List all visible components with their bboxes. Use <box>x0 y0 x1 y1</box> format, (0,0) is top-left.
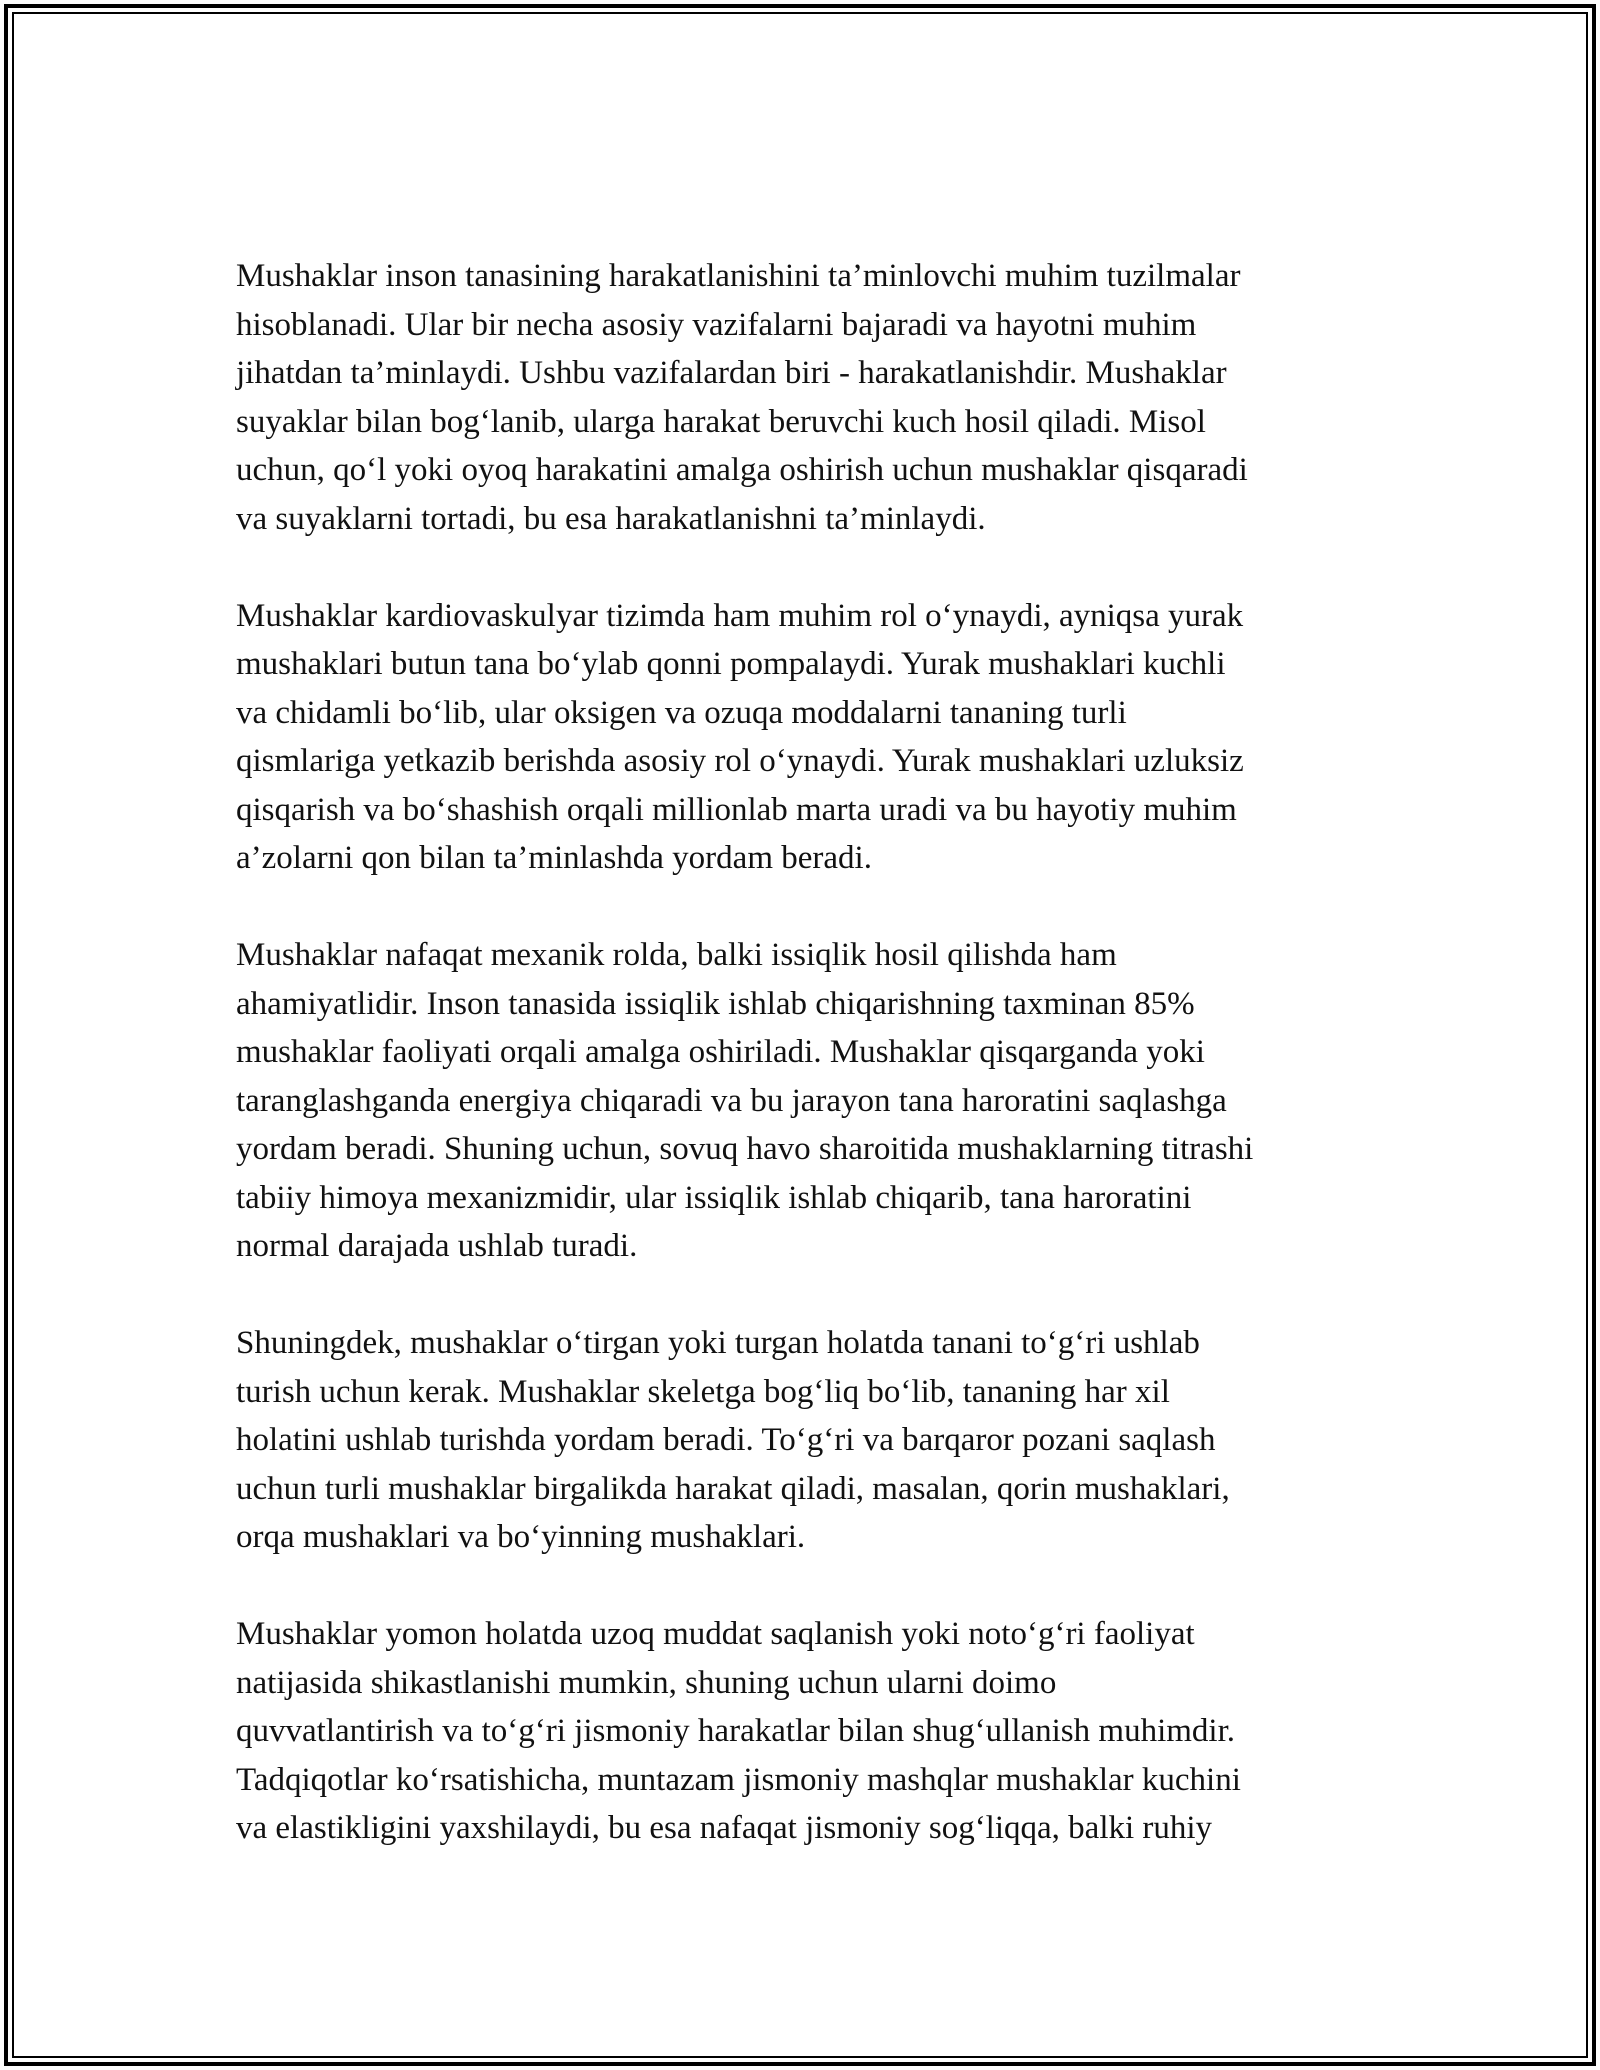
paragraph-line: Mushaklar kardiovaskulyar tizimda ham muhim rol o‘ynaydi, ayniqsa yurak <box>236 597 1244 634</box>
paragraph-line: natijasida shikastlanishi mumkin, shuning uchun ularni doimo <box>236 1664 1057 1701</box>
paragraph-line: Mushaklar inson tanasining harakatlanishini ta’minlovchi muhim tuzilmalar <box>236 258 1241 294</box>
paragraph-line: Mushaklar nafaqat mexanik rolda, balki issiqlik hosil qilishda ham <box>236 937 1117 973</box>
paragraph-line: holatini ushlab turishda yordam beradi. To‘g‘ri va barqaror pozani saqlash <box>236 1422 1216 1458</box>
paragraph-line: normal darajada ushlab turadi. <box>236 1228 638 1264</box>
paragraph-5 <box>236 1610 1386 1853</box>
paragraph-line: uchun turli mushaklar birgalikda harakat qiladi, masalan, qorin mushaklari, <box>236 1470 1230 1507</box>
paragraph-line: quvvatlantirish va to‘g‘ri jismoniy harakatlar bilan shug‘ullanish muhimdir. <box>236 1713 1235 1749</box>
paragraph-line: yordam beradi. Shuning uchun, sovuq havo sharoitida mushaklarning titrashi <box>236 1131 1254 1167</box>
paragraph-line: suyaklar bilan bog‘lanib, ularga harakat beruvchi kuch hosil qiladi. Misol <box>236 403 1206 440</box>
paragraph-3 <box>236 931 1386 1271</box>
paragraph-1 <box>236 252 1386 543</box>
paragraph-line: ahamiyatlidir. Inson tanasida issiqlik ishlab chiqarishning taxminan 85% <box>236 985 1195 1022</box>
paragraph-2 <box>236 592 1386 883</box>
paragraph-line: Tadqiqotlar ko‘rsatishicha, muntazam jismoniy mashqlar mushaklar kuchini <box>236 1761 1241 1798</box>
paragraph-line: va chidamli bo‘lib, ular oksigen va ozuqa moddalarni tananing turli <box>236 694 1127 731</box>
paragraph-line: orqa mushaklari va bo‘yinning mushaklari. <box>236 1519 806 1555</box>
paragraph-line: va suyaklarni tortadi, bu esa harakatlanishni ta’minlaydi. <box>236 500 986 537</box>
paragraph-line: mushaklar faoliyati orqali amalga oshiriladi. Mushaklar qisqarganda yoki <box>236 1034 1205 1070</box>
paragraph-line: hisoblanadi. Ular bir necha asosiy vazifalarni bajaradi va hayotni muhim <box>236 306 1197 343</box>
paragraph-line: tabiiy himoya mexanizmidir, ular issiqlik ishlab chiqarib, tana haroratini <box>236 1179 1192 1216</box>
paragraph-line: a’zolarni qon bilan ta’minlashda yordam beradi. <box>236 840 872 876</box>
paragraph-line: qismlariga yetkazib berishda asosiy rol o‘ynaydi. Yurak mushaklari uzluksiz <box>236 743 1244 779</box>
paragraph-line: turish uchun kerak. Mushaklar skeletga bog‘liq bo‘lib, tananing har xil <box>236 1373 1170 1410</box>
paragraph-line: taranglashganda energiya chiqaradi va bu jarayon tana haroratini saqlashga <box>236 1082 1227 1119</box>
paragraph-line: Shuningdek, mushaklar o‘tirgan yoki turgan holatda tanani to‘g‘ri ushlab <box>236 1325 1200 1361</box>
paragraph-line: jihatdan ta’minlaydi. Ushbu vazifalardan biri - harakatlanishdir. Mushaklar <box>236 355 1227 391</box>
paragraph-line: mushaklari butun tana bo‘ylab qonni pompalaydi. Yurak mushaklari kuchli <box>236 646 1226 682</box>
document-body <box>236 252 1386 1901</box>
paragraph-4 <box>236 1319 1386 1562</box>
paragraph-line: qisqarish va bo‘shashish orqali millionlab marta uradi va bu hayotiy muhim <box>236 791 1237 828</box>
paragraph-line: Mushaklar yomon holatda uzoq muddat saqlanish yoki noto‘g‘ri faoliyat <box>236 1616 1195 1652</box>
paragraph-line: uchun, qo‘l yoki oyoq harakatini amalga oshirish uchun mushaklar qisqaradi <box>236 452 1248 488</box>
paragraph-line: va elastikligini yaxshilaydi, bu esa nafaqat jismoniy sog‘liqqa, balki ruhiy <box>236 1810 1213 1846</box>
